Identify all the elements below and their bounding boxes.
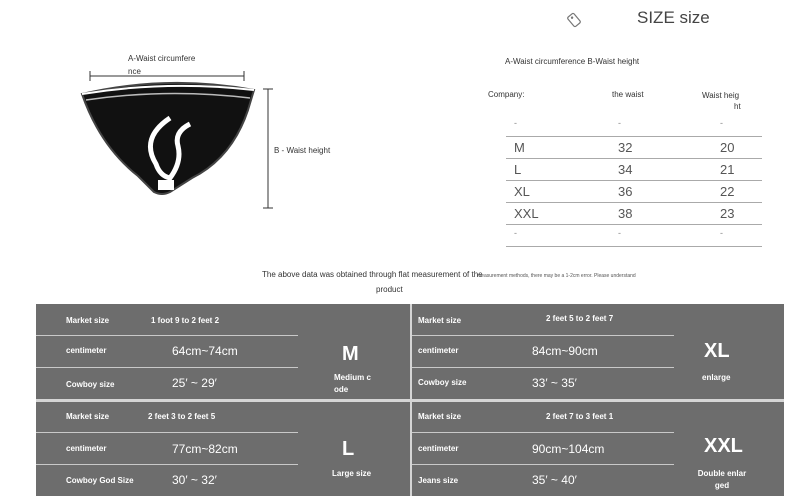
table-row: XXL 38 23: [506, 202, 762, 225]
centimeter-label: centimeter: [418, 346, 459, 355]
cowboy-size-label: Cowboy size: [66, 380, 115, 389]
cowboy-size-value: 35′ ~ 40′: [532, 473, 577, 487]
measurement-note-product: product: [376, 285, 403, 294]
market-size-value: 1 foot 9 to 2 feet 2: [151, 316, 220, 325]
centimeter-value: 90cm~104cm: [532, 442, 605, 456]
col-company: Company:: [488, 90, 525, 99]
size-title: SIZE size: [637, 8, 710, 27]
centimeter-value: 84cm~90cm: [532, 344, 598, 358]
size-panel-l: [36, 402, 410, 496]
size-panel-xxl: [412, 402, 784, 496]
centimeter-label: centimeter: [66, 444, 107, 453]
cowboy-size-label: Cowboy God Size: [66, 476, 134, 485]
market-size-label: Market size: [66, 316, 110, 325]
centimeter-value: 77cm~82cm: [172, 442, 238, 456]
size-panel-m: [36, 304, 410, 399]
centimeter-value: 64cm~74cm: [172, 344, 238, 358]
size-description: enlarge: [702, 373, 731, 382]
market-size-value: 2 feet 3 to 2 feet 5: [148, 412, 216, 421]
table-row: L 34 21: [506, 158, 762, 181]
size-table-heading: A-Waist circumference B-Waist height: [505, 57, 640, 66]
label-waist-circumference: A-Waist circumfere nce: [128, 54, 196, 76]
cowboy-size-value: 30′ ~ 32′: [172, 473, 217, 487]
col-waist-height: Waist heig ht: [702, 91, 741, 111]
size-letter: XL: [704, 340, 730, 362]
market-size-value: 2 feet 5 to 2 feet 7: [546, 314, 614, 323]
cowboy-size-label: Cowboy size: [418, 378, 467, 387]
market-size-label: Market size: [418, 316, 462, 325]
table-row: M 32 20: [506, 136, 762, 159]
label-waist-height: B - Waist height: [274, 146, 331, 155]
table-row: - - -: [506, 114, 762, 137]
size-description: Medium c ode: [334, 373, 371, 394]
briefs-diagram: [72, 66, 282, 212]
table-row: XL 36 22: [506, 180, 762, 203]
measurement-note-small: measurement methods, there may be a 1-2cm error. Please understand: [477, 273, 636, 279]
market-size-label: Market size: [66, 412, 110, 421]
size-description: Double enlar ged: [697, 469, 747, 490]
measurement-note: The above data was obtained through flat measurement of the: [262, 270, 483, 279]
market-size-label: Market size: [418, 412, 462, 421]
size-letter: L: [342, 438, 355, 460]
cowboy-size-value: 33′ ~ 35′: [532, 376, 577, 390]
cowboy-size-label: Jeans size: [418, 476, 459, 485]
market-size-value: 2 feet 7 to 3 feet 1: [546, 412, 614, 421]
centimeter-label: centimeter: [66, 346, 107, 355]
table-row: - - -: [506, 224, 762, 247]
centimeter-label: centimeter: [418, 444, 459, 453]
size-letter: M: [342, 343, 359, 365]
size-description: Large size: [332, 469, 372, 478]
col-waist: the waist: [612, 90, 644, 99]
size-panel-xl: [412, 304, 784, 399]
cowboy-size-value: 25′ ~ 29′: [172, 376, 217, 390]
tag-icon: [566, 12, 582, 28]
size-letter: XXL: [704, 435, 743, 457]
